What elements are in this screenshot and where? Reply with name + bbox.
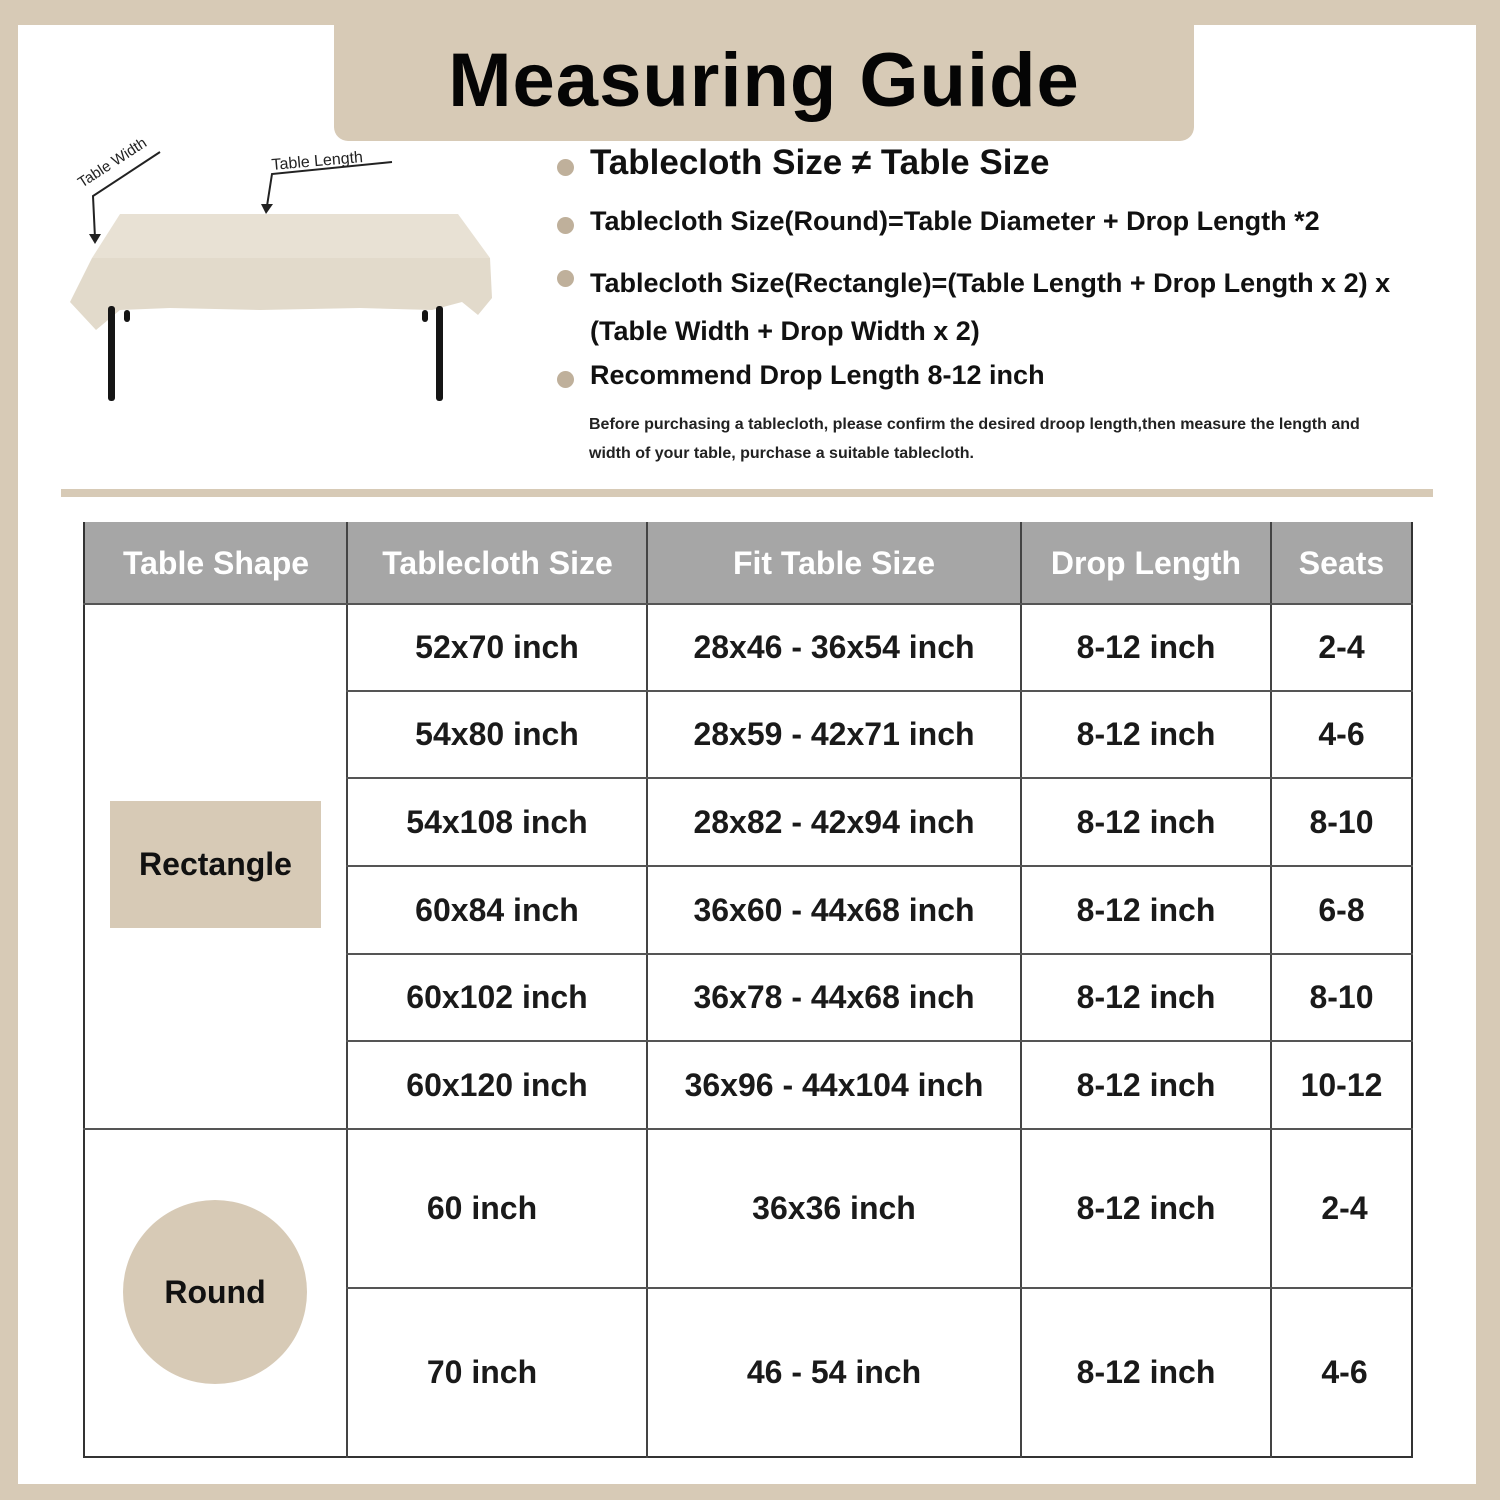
cell-fit-table-size: 28x82 - 42x94 inch: [693, 803, 975, 840]
cell-drop-length: 8-12 inch: [1076, 979, 1216, 1015]
bullet-dot-icon: [557, 159, 574, 176]
cell-fit-table-size: 36x36 inch: [752, 1190, 916, 1226]
width-arrow-head: [89, 234, 101, 244]
cell-fit-table-size: 36x78 - 44x68 inch: [693, 979, 975, 1015]
cell-drop-length: 8-12 inch: [1076, 1066, 1216, 1103]
cell-fit-table-size: 46 - 54 inch: [746, 1354, 922, 1390]
table-leg-back-left: [124, 310, 130, 322]
table-leg-right: [436, 306, 443, 401]
cell-tablecloth-size: 60x84 inch: [415, 891, 579, 928]
cell-seats: 4-6: [1318, 716, 1365, 752]
length-arrow-head: [261, 204, 273, 214]
cell-seats: 2-4: [1318, 629, 1365, 665]
cell-tablecloth-size: 60x102 inch: [406, 979, 588, 1015]
width-label: Table Width: [74, 134, 150, 192]
cell-tablecloth-size: 60 inch: [426, 1190, 538, 1226]
tablecloth-drape: [70, 258, 492, 330]
shape-round-label: Round: [123, 1200, 307, 1384]
cell-drop-length: 8-12 inch: [1076, 1354, 1216, 1390]
cell-seats: 2-4: [1321, 1190, 1368, 1226]
bullet-dot-icon: [557, 217, 574, 234]
cell-fit-table-size: 36x60 - 44x68 inch: [693, 891, 975, 928]
cell-fit-table-size: 36x96 - 44x104 inch: [684, 1066, 984, 1103]
size-table: [83, 522, 1413, 1458]
cell-drop-length: 8-12 inch: [1076, 716, 1216, 752]
bullet-size-note: Tablecloth Size ≠ Table Size: [555, 143, 1049, 183]
header-seats: Seats: [1272, 522, 1411, 604]
page-title: Measuring Guide: [448, 38, 1080, 123]
shape-rectangle-label: Rectangle: [110, 801, 321, 928]
cell-seats: 8-10: [1309, 979, 1374, 1015]
tablecloth-top: [92, 214, 490, 258]
cell-seats: 4-6: [1321, 1354, 1368, 1390]
cell-seats: 8-10: [1309, 803, 1374, 840]
section-divider: [61, 489, 1433, 497]
bullet-drop-recommendation: Recommend Drop Length 8-12 inch: [555, 360, 1045, 391]
length-label: Table Length: [270, 149, 364, 174]
cell-drop-length: 8-12 inch: [1076, 629, 1216, 665]
title-banner: [334, 25, 1194, 141]
cell-drop-length: 8-12 inch: [1076, 803, 1216, 840]
cell-tablecloth-size: 54x80 inch: [415, 716, 579, 752]
table-leg-left: [108, 306, 115, 401]
cell-fit-table-size: 28x59 - 42x71 inch: [693, 716, 975, 752]
header-fit-table-size: Fit Table Size: [648, 522, 1020, 604]
cell-drop-length: 8-12 inch: [1076, 1190, 1216, 1226]
cell-tablecloth-size: 52x70 inch: [415, 629, 579, 665]
bullet-rectangle-formula: Tablecloth Size(Rectangle)=(Table Length + Drop Length x 2) x (Table Width + Drop Width x 2): [555, 259, 1470, 355]
cell-fit-table-size: 28x46 - 36x54 inch: [693, 629, 975, 665]
table-diagram: [60, 130, 510, 420]
header-tablecloth-size: Tablecloth Size: [348, 522, 647, 604]
purchase-note: Before purchasing a tablecloth, please confirm the desired droop length,then measure the length and width of your table, purchase a suitable tablecloth.: [589, 416, 1360, 462]
cell-seats: 10-12: [1300, 1066, 1383, 1103]
bullet-dot-icon: [557, 270, 574, 287]
cell-drop-length: 8-12 inch: [1076, 891, 1216, 928]
cell-tablecloth-size: 70 inch: [426, 1354, 538, 1390]
cell-tablecloth-size: 60x120 inch: [406, 1066, 588, 1103]
bullet-round-formula: Tablecloth Size(Round)=Table Diameter + Drop Length *2: [555, 206, 1320, 237]
bullet-dot-icon: [557, 371, 574, 388]
cell-seats: 6-8: [1318, 891, 1365, 928]
header-drop-length: Drop Length: [1022, 522, 1270, 604]
cell-tablecloth-size: 54x108 inch: [406, 803, 588, 840]
table-leg-back-right: [422, 310, 428, 322]
header-table-shape: Table Shape: [85, 522, 347, 604]
